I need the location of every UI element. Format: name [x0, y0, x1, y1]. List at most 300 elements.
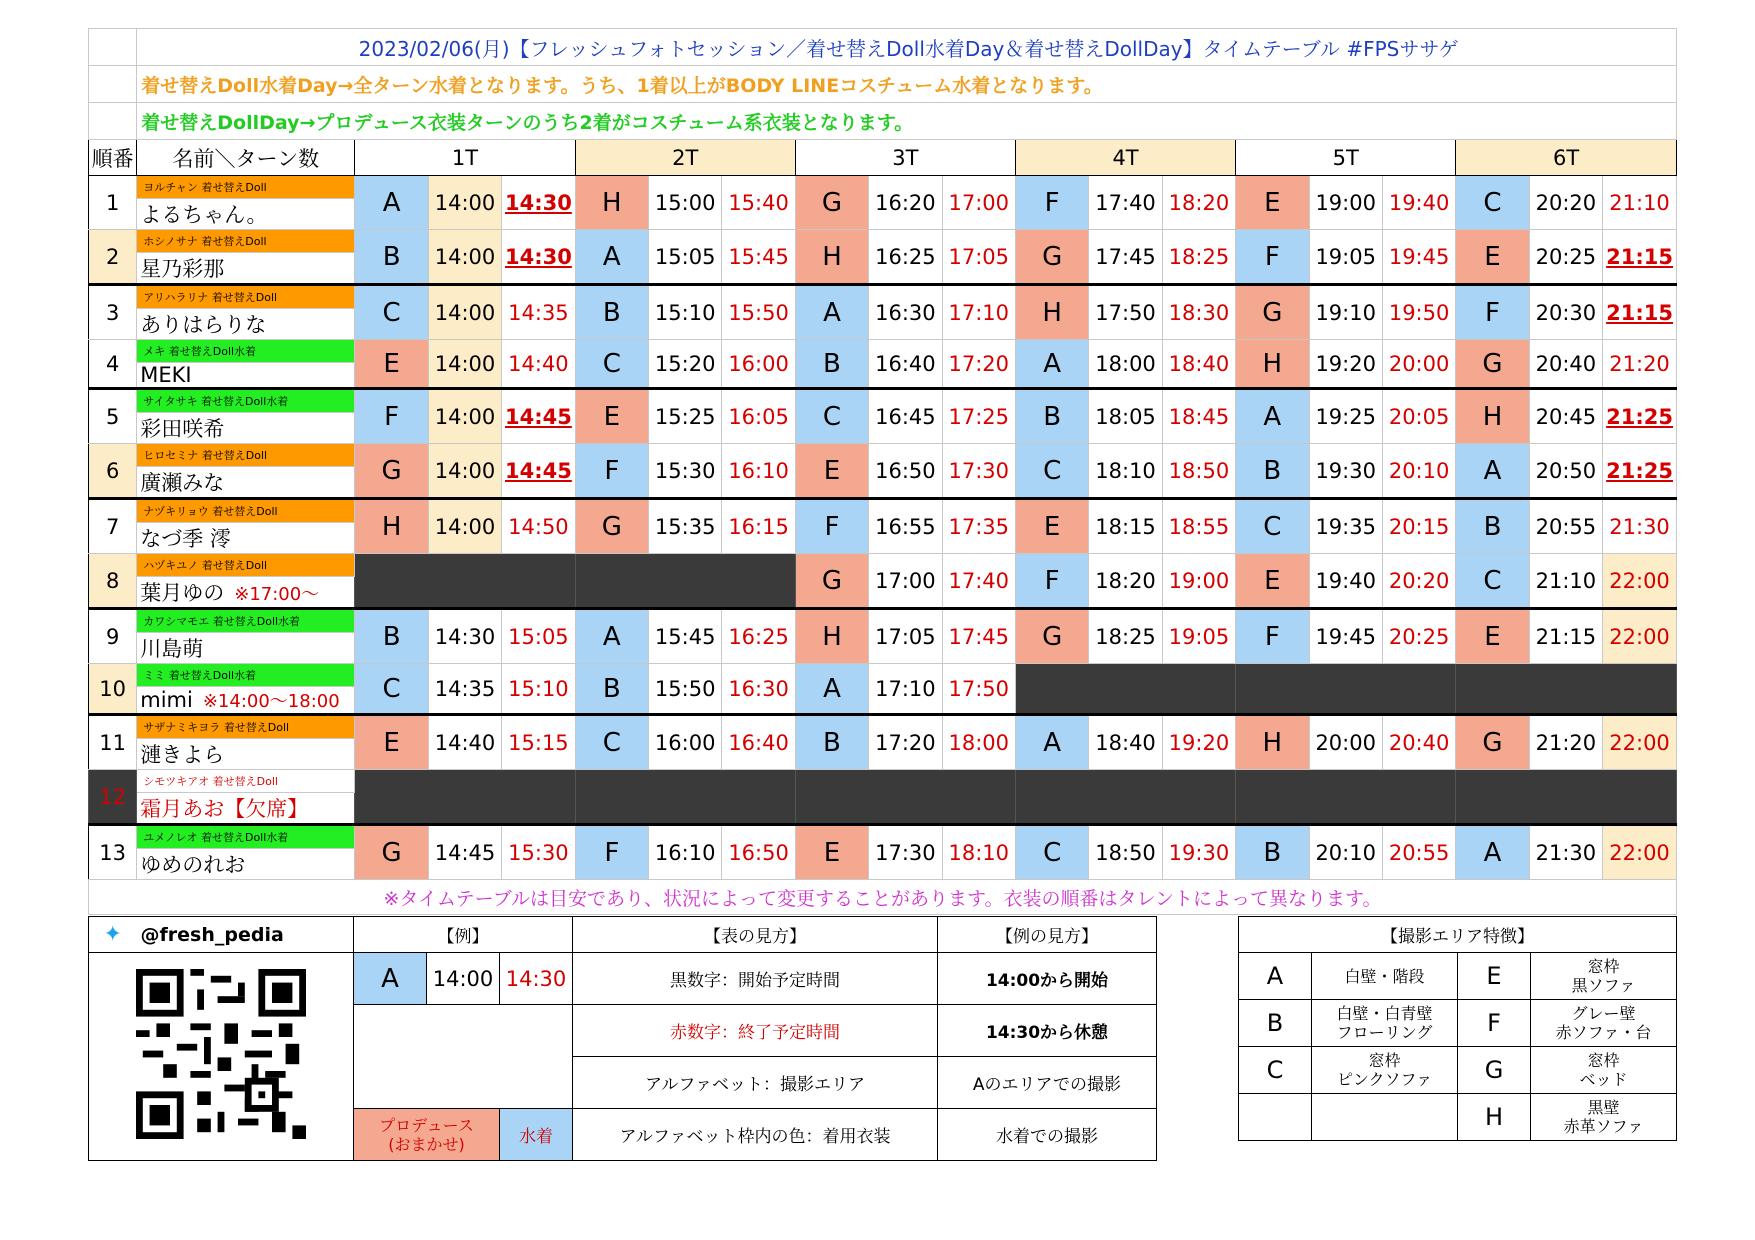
start-time: 19:35 — [1309, 499, 1382, 554]
start-time: 18:00 — [1089, 340, 1162, 389]
shoot-area: H — [795, 230, 868, 285]
end-time: 17:00 — [942, 176, 1015, 230]
start-time: 19:30 — [1309, 444, 1382, 499]
start-time: 17:00 — [869, 554, 942, 609]
shoot-area: E — [355, 715, 428, 770]
start-time: 15:35 — [649, 499, 722, 554]
example-end: 14:30 — [500, 953, 573, 1005]
unavailable-slot — [355, 554, 575, 609]
timetable-sheet — [88, 28, 1677, 1154]
start-time: 15:25 — [649, 389, 722, 444]
end-time: 17:50 — [942, 664, 1015, 715]
start-time: 19:45 — [1309, 609, 1382, 664]
talent-name-text: ありはらりな — [140, 313, 267, 337]
end-time: 21:15 — [1603, 285, 1677, 340]
talent-name — [137, 309, 355, 340]
shoot-area: B — [1236, 444, 1309, 499]
shoot-area: F — [795, 499, 868, 554]
unavailable-slot — [1015, 664, 1235, 715]
talent-name — [137, 467, 355, 499]
end-time: 20:40 — [1382, 715, 1455, 770]
shoot-area: H — [795, 609, 868, 664]
end-time: 22:00 — [1603, 715, 1677, 770]
example-read-color: 水着での撮影 — [938, 1109, 1157, 1161]
shoot-area: C — [1456, 176, 1529, 230]
start-time: 18:25 — [1089, 609, 1162, 664]
area-letter: G — [1458, 1047, 1531, 1094]
area-letter: B — [1239, 1000, 1312, 1047]
end-time: 22:00 — [1603, 554, 1677, 609]
shoot-area: B — [575, 664, 648, 715]
row-number: 9 — [89, 609, 137, 664]
end-time: 19:20 — [1162, 715, 1235, 770]
name-reading: ハヅキユノ 着せ替えDoll — [137, 554, 355, 577]
end-time: 18:00 — [942, 715, 1015, 770]
end-time: 15:10 — [502, 664, 575, 715]
turn-header: 1T — [355, 140, 575, 176]
page-title: 2023/02/06(月)【フレッシュフォトセッション／着せ替えDoll水着Day＆着せ替えDollDay】タイムテーブル #FPSササゲ — [137, 29, 1677, 66]
end-time: 16:05 — [722, 389, 795, 444]
name-reading: サイタサキ 着せ替えDoll水着 — [137, 389, 355, 413]
area-description: 白壁・階段 — [1312, 953, 1458, 1000]
end-time: 21:25 — [1603, 444, 1677, 499]
shoot-area: H — [575, 176, 648, 230]
name-reading: カワシマモエ 着せ替えDoll水着 — [137, 609, 355, 633]
end-time: 14:40 — [502, 340, 575, 389]
end-time: 20:15 — [1382, 499, 1455, 554]
end-time: 19:45 — [1382, 230, 1455, 285]
shoot-area: E — [1015, 499, 1088, 554]
unavailable-slot — [795, 770, 1015, 825]
end-time: 14:50 — [502, 499, 575, 554]
area-description: 黒壁 赤革ソファ — [1531, 1094, 1677, 1141]
row-number: 11 — [89, 715, 137, 770]
talent-name-text: 星乃彩那 — [140, 257, 225, 281]
howto-alphabet: アルファベット：撮影エリア — [573, 1057, 938, 1109]
shoot-area: F — [575, 444, 648, 499]
turn-header: 2T — [575, 140, 795, 176]
shoot-area: E — [1236, 554, 1309, 609]
name-reading: メキ 着せ替えDoll水着 — [137, 340, 355, 363]
start-time: 17:40 — [1089, 176, 1162, 230]
shoot-area: A — [1015, 715, 1088, 770]
end-time: 15:05 — [502, 609, 575, 664]
table-row — [89, 554, 1677, 577]
end-time: 18:45 — [1162, 389, 1235, 444]
end-time: 16:00 — [722, 340, 795, 389]
end-time: 17:30 — [942, 444, 1015, 499]
end-time: 17:10 — [942, 285, 1015, 340]
row-number: 8 — [89, 554, 137, 609]
shoot-area: H — [1015, 285, 1088, 340]
order-header: 順番 — [89, 140, 137, 176]
shoot-area: H — [1236, 340, 1309, 389]
shoot-area: C — [575, 715, 648, 770]
shoot-area: B — [795, 340, 868, 389]
start-time: 20:55 — [1529, 499, 1602, 554]
start-time: 16:30 — [869, 285, 942, 340]
start-time: 17:45 — [1089, 230, 1162, 285]
turn-header: 6T — [1456, 140, 1677, 176]
end-time: 16:10 — [722, 444, 795, 499]
talent-name — [137, 523, 355, 554]
start-time: 20:40 — [1529, 340, 1602, 389]
start-time: 16:00 — [649, 715, 722, 770]
shoot-area: H — [355, 499, 428, 554]
name-reading: ミミ 着せ替えDoll水着 — [137, 664, 355, 687]
talent-name-text: よるちゃん。 — [140, 203, 268, 227]
shoot-area: B — [355, 609, 428, 664]
talent-name — [137, 849, 355, 880]
end-time: 19:30 — [1162, 825, 1235, 880]
unavailable-slot — [575, 770, 795, 825]
shoot-area: G — [355, 825, 428, 880]
talent-name-text: 彩田咲希 — [140, 417, 225, 441]
table-row — [89, 770, 1677, 793]
start-time: 21:20 — [1529, 715, 1602, 770]
end-time: 21:10 — [1603, 176, 1677, 230]
row-number: 1 — [89, 176, 137, 230]
end-time: 20:00 — [1382, 340, 1455, 389]
end-time: 20:20 — [1382, 554, 1455, 609]
legend-table — [88, 916, 1157, 1161]
shoot-area: E — [795, 444, 868, 499]
row-number: 2 — [89, 230, 137, 285]
area-letter: C — [1239, 1047, 1312, 1094]
start-time: 21:30 — [1529, 825, 1602, 880]
end-time: 19:00 — [1162, 554, 1235, 609]
footer-note: ※タイムテーブルは目安であり、状況によって変更することがあります。衣装の順番はタレントによって異なります。 — [89, 880, 1677, 915]
area-letter: A — [1239, 953, 1312, 1000]
area-description: 窓枠 ベッド — [1531, 1047, 1677, 1094]
area-description: 窓枠 黒ソファ — [1531, 953, 1677, 1000]
name-reading: ヨルチャン 着せ替えDoll — [137, 176, 355, 199]
shoot-area: E — [1236, 176, 1309, 230]
talent-name-text: mimi — [140, 688, 193, 712]
unavailable-slot — [1456, 770, 1677, 825]
unavailable-slot — [1015, 770, 1235, 825]
end-time: 14:35 — [502, 285, 575, 340]
start-time: 18:50 — [1089, 825, 1162, 880]
talent-name-text: 葉月ゆの — [140, 581, 225, 605]
example-read-start: 14:00から開始 — [938, 953, 1157, 1005]
end-time: 14:45 — [502, 389, 575, 444]
end-time: 16:15 — [722, 499, 795, 554]
talent-name — [137, 633, 355, 664]
row-number: 10 — [89, 664, 137, 715]
start-time: 20:00 — [1309, 715, 1382, 770]
start-time: 15:50 — [649, 664, 722, 715]
shoot-area: E — [575, 389, 648, 444]
talent-name-text: なづ季 澪 — [140, 527, 231, 551]
start-time: 19:20 — [1309, 340, 1382, 389]
name-reading: ヒロセミナ 着せ替えDoll — [137, 444, 355, 467]
start-time: 17:30 — [869, 825, 942, 880]
end-time: 16:40 — [722, 715, 795, 770]
example-heading: 【例】 — [354, 917, 573, 953]
row-number: 6 — [89, 444, 137, 499]
start-time: 16:20 — [869, 176, 942, 230]
end-time: 15:30 — [502, 825, 575, 880]
qr-code[interactable] — [89, 953, 354, 1161]
shoot-area: F — [1236, 230, 1309, 285]
table-row — [89, 664, 1677, 687]
shoot-area: B — [1236, 825, 1309, 880]
talent-name — [137, 253, 355, 285]
shoot-area: A — [795, 285, 868, 340]
talent-name — [137, 199, 355, 230]
talent-name-text: 廣瀬みな — [140, 471, 225, 495]
start-time: 16:10 — [649, 825, 722, 880]
shoot-area: F — [1015, 554, 1088, 609]
shoot-area: B — [1456, 499, 1529, 554]
turn-header: 5T — [1236, 140, 1456, 176]
start-time: 18:10 — [1089, 444, 1162, 499]
turn-header: 4T — [1015, 140, 1235, 176]
end-time: 16:30 — [722, 664, 795, 715]
end-time: 15:40 — [722, 176, 795, 230]
shoot-area: H — [1456, 389, 1529, 444]
end-time: 21:20 — [1603, 340, 1677, 389]
start-time: 15:00 — [649, 176, 722, 230]
start-time: 17:50 — [1089, 285, 1162, 340]
shoot-area: G — [1015, 230, 1088, 285]
row-number: 13 — [89, 825, 137, 880]
end-time: 21:30 — [1603, 499, 1677, 554]
name-reading: ユメノレオ 着せ替えDoll水着 — [137, 825, 355, 849]
shoot-area: A — [355, 176, 428, 230]
shoot-area: E — [355, 340, 428, 389]
swimsuit-legend: 水着 — [500, 1109, 573, 1161]
shoot-area: A — [1456, 825, 1529, 880]
howto-black: 黒数字：開始予定時間 — [573, 953, 938, 1005]
availability-note: ※17:00～ — [234, 584, 320, 605]
end-time: 14:45 — [502, 444, 575, 499]
start-time: 21:15 — [1529, 609, 1602, 664]
end-time: 17:20 — [942, 340, 1015, 389]
start-time: 14:00 — [428, 499, 501, 554]
talent-name-text: 漣きよら — [140, 743, 225, 767]
shoot-area: E — [1456, 230, 1529, 285]
row-number: 4 — [89, 340, 137, 389]
start-time: 18:20 — [1089, 554, 1162, 609]
example-read-heading: 【例の見方】 — [938, 917, 1157, 953]
shoot-area: F — [575, 825, 648, 880]
end-time: 17:40 — [942, 554, 1015, 609]
area-description — [1312, 1094, 1458, 1141]
shoot-area: F — [1015, 176, 1088, 230]
shoot-area: G — [1236, 285, 1309, 340]
swimsuit-day-note: 着せ替えDoll水着Day→全ターン水着となります。うち、1着以上がBODY LINEコスチューム水着となります。 — [137, 66, 1677, 103]
area-letter: F — [1458, 1000, 1531, 1047]
example-read-end: 14:30から休憩 — [938, 1005, 1157, 1057]
start-time: 14:00 — [428, 389, 501, 444]
end-time: 21:25 — [1603, 389, 1677, 444]
shoot-area: B — [795, 715, 868, 770]
table-row — [89, 715, 1677, 739]
end-time: 17:05 — [942, 230, 1015, 285]
end-time: 19:40 — [1382, 176, 1455, 230]
start-time: 16:40 — [869, 340, 942, 389]
talent-name-text: ゆめのれお — [140, 853, 246, 877]
area-letter: H — [1458, 1094, 1531, 1141]
shoot-area: G — [795, 554, 868, 609]
area-heading: 【撮影エリア特徴】 — [1239, 917, 1677, 953]
turn-header: 3T — [795, 140, 1015, 176]
end-time: 22:00 — [1603, 609, 1677, 664]
area-description: 白壁・白青壁 フローリング — [1312, 1000, 1458, 1047]
end-time: 15:50 — [722, 285, 795, 340]
unavailable-slot — [1236, 770, 1456, 825]
table-row — [89, 609, 1677, 633]
end-time: 17:25 — [942, 389, 1015, 444]
end-time: 20:10 — [1382, 444, 1455, 499]
start-time: 18:40 — [1089, 715, 1162, 770]
table-row — [89, 176, 1677, 199]
shoot-area: G — [1456, 715, 1529, 770]
start-time: 16:45 — [869, 389, 942, 444]
table-row — [89, 389, 1677, 413]
end-time: 19:05 — [1162, 609, 1235, 664]
shoot-area: C — [1015, 825, 1088, 880]
example-start: 14:00 — [427, 953, 500, 1005]
start-time: 15:30 — [649, 444, 722, 499]
area-description: グレー壁 赤ソファ・台 — [1531, 1000, 1677, 1047]
end-time: 14:30 — [502, 176, 575, 230]
end-time: 18:50 — [1162, 444, 1235, 499]
start-time: 20:50 — [1529, 444, 1602, 499]
end-time: 17:45 — [942, 609, 1015, 664]
howto-color: アルファベット枠内の色：着用衣装 — [573, 1109, 938, 1161]
end-time: 18:20 — [1162, 176, 1235, 230]
shoot-area: G — [1015, 609, 1088, 664]
area-letter — [1239, 1094, 1312, 1141]
timetable — [88, 28, 1677, 915]
end-time: 19:50 — [1382, 285, 1455, 340]
start-time: 20:20 — [1529, 176, 1602, 230]
table-row — [89, 444, 1677, 467]
shoot-area: A — [575, 609, 648, 664]
end-time: 21:15 — [1603, 230, 1677, 285]
start-time: 19:05 — [1309, 230, 1382, 285]
twitter-handle[interactable]: @fresh_pedia — [137, 917, 354, 953]
start-time: 17:20 — [869, 715, 942, 770]
name-reading: ナヅキリョウ 着せ替えDoll — [137, 499, 355, 523]
talent-name — [137, 363, 355, 389]
end-time: 14:30 — [502, 230, 575, 285]
start-time: 16:55 — [869, 499, 942, 554]
start-time: 19:40 — [1309, 554, 1382, 609]
name-reading: ホシノサナ 着せ替えDoll — [137, 230, 355, 253]
area-letter: E — [1458, 953, 1531, 1000]
name-reading: シモツキアオ 着せ替えDoll — [137, 770, 355, 793]
start-time: 20:45 — [1529, 389, 1602, 444]
start-time: 14:00 — [428, 285, 501, 340]
end-time: 15:45 — [722, 230, 795, 285]
start-time: 15:10 — [649, 285, 722, 340]
row-number: 12 — [89, 770, 137, 825]
start-time: 14:00 — [428, 230, 501, 285]
shoot-area: G — [355, 444, 428, 499]
table-row — [89, 285, 1677, 309]
start-time: 14:00 — [428, 340, 501, 389]
shoot-area: C — [355, 664, 428, 715]
start-time: 20:10 — [1309, 825, 1382, 880]
table-row — [89, 499, 1677, 523]
talent-name — [137, 413, 355, 444]
start-time: 18:15 — [1089, 499, 1162, 554]
row-number: 3 — [89, 285, 137, 340]
start-time: 14:45 — [428, 825, 501, 880]
example-area: A — [354, 953, 427, 1005]
shoot-area: A — [1236, 389, 1309, 444]
area-table — [1238, 916, 1677, 1141]
doll-day-note: 着せ替えDollDay→プロデュース衣装ターンのうち2着がコスチューム系衣装となります。 — [137, 103, 1677, 140]
end-time: 20:05 — [1382, 389, 1455, 444]
produce-legend: プロデュース (おまかせ) — [354, 1109, 500, 1161]
start-time: 20:25 — [1529, 230, 1602, 285]
start-time: 16:50 — [869, 444, 942, 499]
name-reading: サザナミキヨラ 着せ替えDoll — [137, 715, 355, 739]
end-time: 18:55 — [1162, 499, 1235, 554]
row-number: 5 — [89, 389, 137, 444]
start-time: 14:00 — [428, 444, 501, 499]
end-time: 18:10 — [942, 825, 1015, 880]
start-time: 19:25 — [1309, 389, 1382, 444]
end-time: 20:25 — [1382, 609, 1455, 664]
twitter-icon: ✦ — [89, 917, 137, 953]
end-time: 20:55 — [1382, 825, 1455, 880]
talent-name — [137, 739, 355, 770]
shoot-area: F — [1456, 285, 1529, 340]
shoot-area: B — [355, 230, 428, 285]
table-row — [89, 340, 1677, 363]
unavailable-slot — [1236, 664, 1456, 715]
shoot-area: E — [1456, 609, 1529, 664]
talent-name-text: 川島萌 — [140, 637, 204, 661]
start-time: 19:10 — [1309, 285, 1382, 340]
shoot-area: B — [575, 285, 648, 340]
talent-name-text: 霜月あお【欠席】 — [140, 797, 309, 821]
talent-name — [137, 687, 355, 715]
end-time: 16:50 — [722, 825, 795, 880]
start-time: 17:05 — [869, 609, 942, 664]
shoot-area: C — [355, 285, 428, 340]
area-description: 窓枠 ピンクソファ — [1312, 1047, 1458, 1094]
end-time: 16:25 — [722, 609, 795, 664]
shoot-area: G — [1456, 340, 1529, 389]
shoot-area: C — [1456, 554, 1529, 609]
table-row — [89, 230, 1677, 253]
start-time: 19:00 — [1309, 176, 1382, 230]
name-reading: アリハラリナ 着せ替えDoll — [137, 285, 355, 309]
shoot-area: C — [575, 340, 648, 389]
end-time: 22:00 — [1603, 825, 1677, 880]
start-time: 20:30 — [1529, 285, 1602, 340]
shoot-area: G — [575, 499, 648, 554]
shoot-area: H — [1236, 715, 1309, 770]
shoot-area: A — [1456, 444, 1529, 499]
shoot-area: C — [795, 389, 868, 444]
start-time: 15:05 — [649, 230, 722, 285]
name-turns-header: 名前＼ターン数 — [137, 140, 355, 176]
end-time: 18:25 — [1162, 230, 1235, 285]
talent-name-text: MEKI — [140, 363, 192, 387]
end-time: 17:35 — [942, 499, 1015, 554]
shoot-area: B — [1015, 389, 1088, 444]
shoot-area: C — [1015, 444, 1088, 499]
shoot-area: A — [575, 230, 648, 285]
